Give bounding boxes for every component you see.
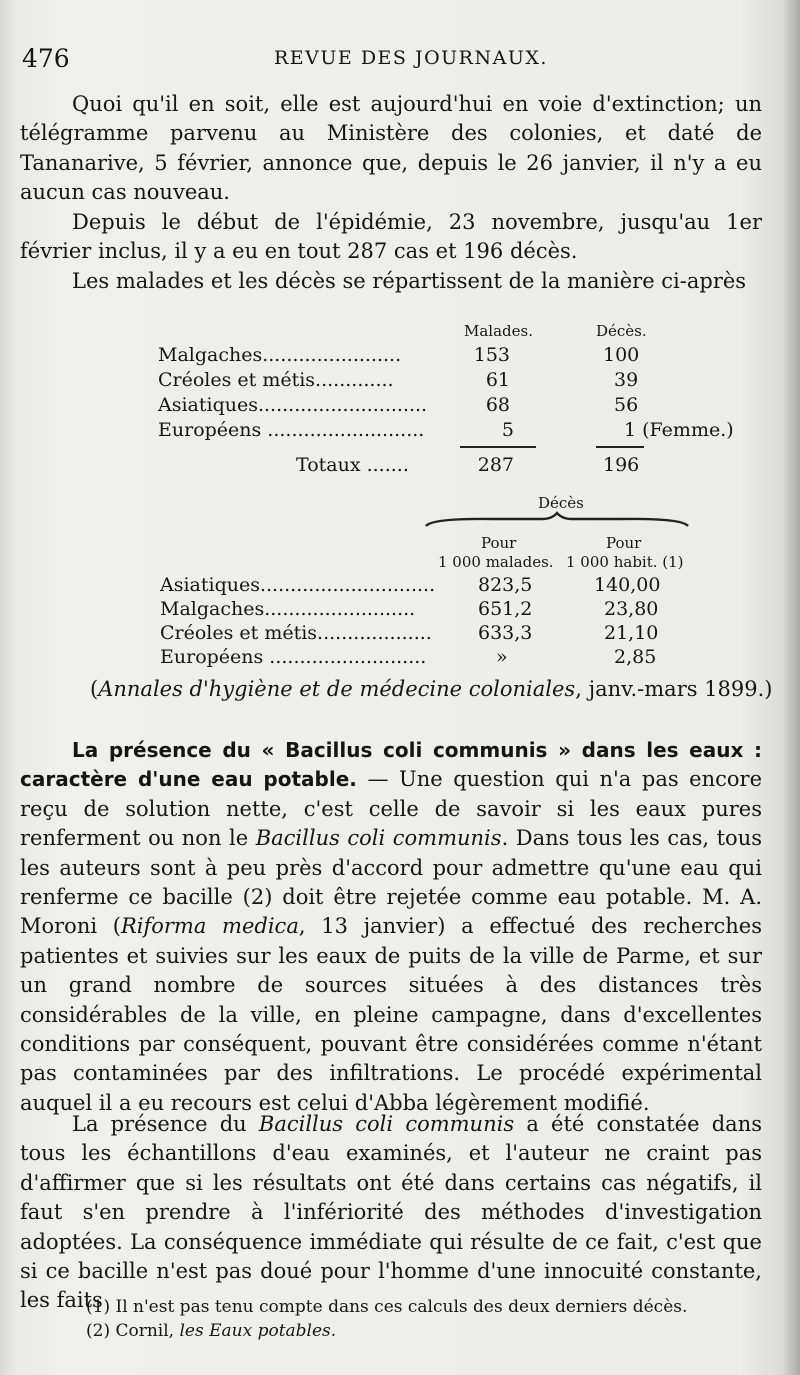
total-deces: 196 — [603, 454, 640, 476]
table-row — [0, 344, 800, 369]
citation-open-paren: ( — [90, 677, 99, 701]
row-label: Asiatiques............................. — [160, 574, 436, 596]
col2-header-line1: Pour — [606, 534, 642, 552]
table-row — [0, 419, 800, 444]
row-label: Créoles et métis............. — [158, 369, 394, 391]
col-header-malades: Malades. — [464, 322, 533, 340]
intro-paragraph-1: Quoi qu'il en soit, elle est aujourd'hui en voie d'extinction; un télégramme parvenu au Ministère des colonies, et daté de Tananarive, 5 février, annonce que, depuis le 26 janvier, il n'y a eu aucun cas nouveau. — [20, 92, 762, 205]
cell-per-inhabitants: 23,80 — [604, 598, 659, 620]
totals-row — [0, 454, 800, 479]
brace-rule — [424, 510, 690, 530]
article-journal-ref: Riforma medica — [120, 914, 299, 939]
page-number: 476 — [22, 44, 70, 73]
col-header-deces: Décès. — [596, 322, 647, 340]
cell-per-patients: 651,2 — [478, 598, 533, 620]
cell-deces: 100 — [603, 344, 640, 366]
article-paragraph-2 — [20, 1110, 762, 1316]
cell-malades: 153 — [473, 344, 510, 366]
cell-per-patients: 823,5 — [478, 574, 533, 596]
cell-malades: 61 — [485, 369, 510, 391]
article-paragraph-1 — [20, 736, 762, 1118]
footnote-2 — [86, 1321, 336, 1341]
running-header — [22, 44, 762, 78]
table-row — [0, 574, 800, 599]
footnote-text: (2) Cornil, — [86, 1321, 180, 1341]
row-label: Asiatiques............................ — [158, 394, 428, 416]
row-label: Créoles et métis................... — [160, 622, 432, 644]
col1-header-line2: 1 000 malades. — [438, 553, 554, 571]
article-text: , 13 janvier) a effectué des recherches patientes et suivies sur les eaux de puits de la ville de Parme, et sur un grand nombre de sources situées à des distances très considérables de la ville, en pleine campagne, dans d'excellentes conditions par conséquent, pouvant être considérées comme n'étant pas contaminées par des infiltrations. Le procédé expérimental auquel il a eu recours est celui d'Abba légèrement modifié. — [20, 914, 762, 1115]
article-text: . Dans tous les cas, tous les auteurs sont à peu près d'accord pour admettre qu'une eau qui renferme ce bacille (2) doit être rejetée comme eau potable. M. A. Moroni ( — [20, 826, 763, 939]
table-row — [0, 646, 800, 671]
cell-per-inhabitants: 21,10 — [604, 622, 659, 644]
row-label: Malgaches......................... — [160, 598, 416, 620]
cell-per-patients: 633,3 — [478, 622, 533, 644]
totals-label: Totaux ....... — [296, 454, 409, 476]
cell-deces: 56 — [614, 394, 639, 416]
intro-paragraph-3: Les malades et les décès se répartissent de la manière ci-après — [72, 269, 747, 293]
table-row — [0, 394, 800, 419]
col2-header-line2: 1 000 habit. (1) — [566, 553, 684, 571]
sum-rule — [460, 446, 536, 448]
sum-rule — [596, 446, 644, 448]
article-italic-term: Bacillus coli communis — [258, 1112, 515, 1136]
table-row — [0, 622, 800, 647]
row-label: Européens .......................... — [158, 419, 425, 441]
footnote-1: (1) Il n'est pas tenu compte dans ces calculs des deux derniers décès. — [86, 1297, 688, 1317]
article-text: a été constatée dans tous les échantillons d'eau examinés, et l'auteur ne craint pas d'affirmer que si les résultats ont été dans certains cas négatifs, il faut s'en prendre à l'infériorité des méthodes d'investigation adoptées. La conséquence immédiate qui résulte de ce fait, c'est que si ce bacille n'est pas doué pour l'homme d'une innocuité constante, les faits — [20, 1112, 762, 1313]
article-text: — Une question qui n'a pas encore reçu de solution nette, c'est celle de savoir si les eaux pures renferment ou non le — [20, 767, 762, 851]
page-spine-shadow — [782, 0, 800, 1375]
group-header-deces: Décès — [538, 494, 584, 512]
cell-malades: 68 — [485, 394, 510, 416]
row-label: Européens .......................... — [160, 646, 427, 668]
citation-journal: Annales d'hygiène et de médecine coloniales — [98, 677, 576, 701]
article-text: La présence du — [72, 1112, 259, 1136]
intro-paragraph-2: Depuis le début de l'épidémie, 23 novembre, jusqu'au 1er février inclus, il y a eu en tout 287 cas et 196 décès. — [20, 210, 762, 264]
table-row — [0, 598, 800, 623]
cell-per-inhabitants: 2,85 — [614, 646, 657, 668]
cell-malades: 5 — [501, 419, 514, 441]
table-row — [0, 369, 800, 394]
source-citation — [90, 677, 773, 701]
total-malades: 287 — [477, 454, 514, 476]
article-title: La présence du « Bacillus coli communis » dans les eaux : caractère d'une eau potable. — [20, 738, 762, 792]
cell-per-inhabitants: 140,00 — [594, 574, 661, 596]
cell-per-patients: » — [496, 646, 508, 668]
citation-date: , janv.-mars 1899.) — [575, 677, 773, 701]
row-label: Malgaches....................... — [158, 344, 402, 366]
article-italic-term: Bacillus coli communis — [255, 826, 502, 851]
cell-deces: 1 (Femme.) — [624, 419, 734, 441]
footnote-italic-title: les Eaux potables. — [179, 1321, 337, 1341]
cell-deces: 39 — [614, 369, 639, 391]
running-title: REVUE DES JOURNAUX. — [274, 47, 548, 69]
col1-header-line1: Pour — [481, 534, 517, 552]
